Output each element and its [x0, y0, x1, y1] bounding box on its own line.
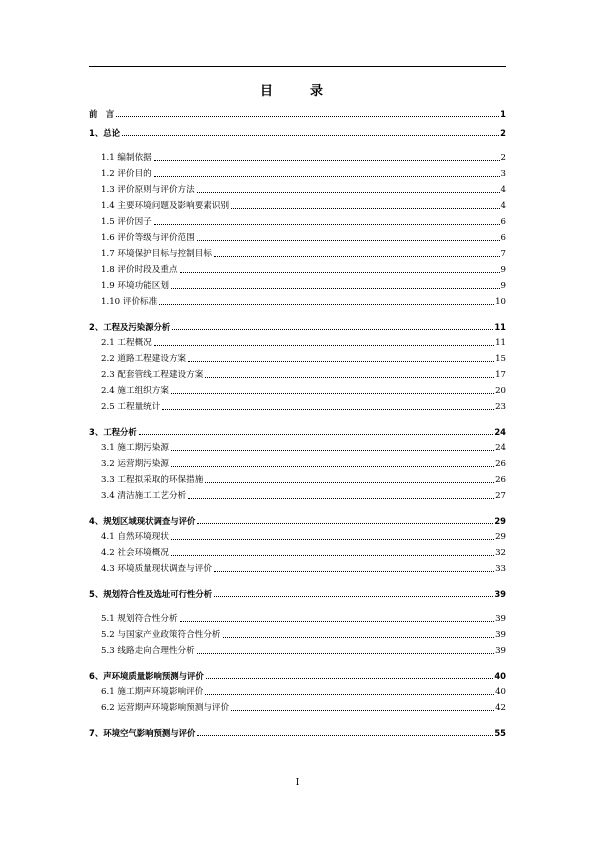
- toc-section-entry[interactable]: [89, 399, 506, 413]
- toc-entry-title: 1.6 评价等级与评价范围: [101, 233, 195, 243]
- toc-entry-page: 2: [500, 153, 506, 163]
- toc-entry-title: 6.2 运营期声环境影响预测与评价: [101, 703, 230, 713]
- toc-section-entry[interactable]: [89, 529, 506, 543]
- toc-entry-page: 9: [500, 281, 506, 291]
- toc-entry-title: 1.1 编制依据: [101, 153, 152, 163]
- toc-entry-page: 23: [495, 402, 506, 412]
- toc-section-entry[interactable]: [89, 214, 506, 228]
- toc-dot-leader: [171, 393, 494, 394]
- toc-entry-page: 26: [495, 475, 506, 485]
- toc-dot-leader: [231, 208, 499, 209]
- toc-entry-page: 33: [495, 564, 506, 574]
- toc-entry-page: 27: [495, 491, 506, 501]
- page-number: I: [295, 778, 300, 788]
- toc-entry-title: 3.3 工程拟采取的环保措施: [101, 475, 204, 485]
- toc-chapter-entry[interactable]: [89, 668, 506, 682]
- toc-section-entry[interactable]: [89, 561, 506, 575]
- toc-entry-page: 40: [495, 687, 506, 697]
- toc-dot-leader: [171, 555, 494, 556]
- toc-dot-leader: [197, 192, 500, 193]
- toc-chapter-entry[interactable]: [89, 319, 506, 333]
- toc-dot-leader: [214, 256, 500, 257]
- toc-entry-page: 4: [500, 201, 506, 211]
- toc-entry-title: 2.3 配套管线工程建设方案: [101, 370, 204, 380]
- toc-dot-leader: [116, 116, 499, 117]
- toc-entry-title: 1.10 评价标准: [101, 297, 158, 307]
- toc-dot-leader: [205, 694, 494, 695]
- toc-dot-leader: [171, 466, 494, 467]
- toc-entry-page: 4: [500, 185, 506, 195]
- toc-dot-leader: [188, 498, 494, 499]
- toc-dot-leader: [223, 637, 495, 638]
- toc-entry-title: 前 言: [89, 109, 115, 119]
- page-title: 目 录: [259, 84, 335, 99]
- toc-entry-page: 24: [494, 427, 506, 437]
- toc-section-entry[interactable]: [89, 627, 506, 641]
- toc-section-entry[interactable]: [89, 472, 506, 486]
- toc-entry-title: 3、工程分析: [89, 427, 137, 437]
- toc-entry-title: 1.7 环境保护目标与控制目标: [101, 249, 212, 259]
- toc-dot-leader: [171, 450, 494, 451]
- toc-entry-page: 42: [495, 703, 506, 713]
- toc-dot-leader: [197, 653, 494, 654]
- toc-entry-page: 26: [495, 459, 506, 469]
- toc-section-entry[interactable]: [89, 278, 506, 292]
- toc-section-entry[interactable]: [89, 440, 506, 454]
- toc-entry-title: 2.2 道路工程建设方案: [101, 354, 187, 364]
- toc-dot-leader: [171, 539, 494, 540]
- toc-dot-leader: [159, 304, 494, 305]
- toc-entry-title: 1.2 评价目的: [101, 169, 152, 179]
- toc-entry-title: 1.3 评价原则与评价方法: [101, 185, 195, 195]
- toc-entry-title: 5、规划符合性及选址可行性分析: [89, 589, 213, 599]
- toc-entry-title: 7、环境空气影响预测与评价: [89, 728, 196, 738]
- toc-section-entry[interactable]: [89, 182, 506, 196]
- toc-dot-leader: [205, 482, 494, 483]
- toc-entry-page: 29: [495, 532, 506, 542]
- toc-entry-page: 7: [500, 249, 506, 259]
- toc-chapter-entry[interactable]: [89, 513, 506, 527]
- toc-entry-page: 9: [500, 265, 506, 275]
- toc-entry-title: 1.8 评价时段及重点: [101, 265, 178, 275]
- toc-entry-page: 11: [495, 338, 506, 348]
- toc-entry-page: 39: [495, 614, 506, 624]
- toc-chapter-entry[interactable]: [89, 725, 506, 739]
- toc-section-entry[interactable]: [89, 611, 506, 625]
- toc-entry-title: 4.1 自然环境现状: [101, 532, 169, 542]
- toc-dot-leader: [172, 329, 493, 330]
- toc-entry-page: 15: [495, 354, 506, 364]
- toc-dot-leader: [171, 288, 500, 289]
- toc-dot-leader: [197, 523, 493, 524]
- toc-dot-leader: [154, 224, 500, 225]
- toc-entry-title: 6.1 施工期声环境影响评价: [101, 687, 204, 697]
- toc-chapter-entry[interactable]: [89, 125, 506, 139]
- toc-entry-page: 6: [500, 233, 506, 243]
- toc-dot-leader: [205, 377, 494, 378]
- toc-entry-title: 2、工程及污染源分析: [89, 322, 171, 332]
- toc-entry-page: 32: [495, 548, 506, 558]
- toc-section-entry[interactable]: [89, 643, 506, 657]
- toc-dot-leader: [206, 678, 494, 679]
- toc-entry-title: 1、总论: [89, 128, 120, 138]
- toc-section-entry[interactable]: [89, 294, 506, 308]
- toc-section-entry[interactable]: [89, 383, 506, 397]
- toc-entry-page: 2: [500, 128, 506, 138]
- toc-dot-leader: [197, 735, 493, 736]
- toc-entry-title: 5.1 规划符合性分析: [101, 614, 178, 624]
- toc-entry-title: 5.2 与国家产业政策符合性分析: [101, 630, 221, 640]
- toc-entry-page: 39: [494, 589, 506, 599]
- toc-section-entry[interactable]: [89, 367, 506, 381]
- toc-entry-title: 3.1 施工期污染源: [101, 443, 169, 453]
- toc-dot-leader: [122, 135, 499, 136]
- toc-section-entry[interactable]: [89, 150, 506, 164]
- toc-entry-page: 1: [500, 109, 506, 119]
- toc-entry-page: 39: [495, 646, 506, 656]
- toc-entry-page: 10: [495, 297, 506, 307]
- toc-entry-title: 2.1 工程概况: [101, 338, 152, 348]
- header-rule: [89, 66, 506, 67]
- toc-entry-title: 3.2 运营期污染源: [101, 459, 169, 469]
- toc-dot-leader: [231, 710, 494, 711]
- toc-entry-page: 24: [495, 443, 506, 453]
- toc-entry-title: 2.4 施工组织方案: [101, 386, 169, 396]
- toc-dot-leader: [214, 571, 494, 572]
- toc-section-entry[interactable]: [89, 488, 506, 502]
- toc-section-entry[interactable]: [89, 545, 506, 559]
- toc-entry-page: 11: [494, 322, 506, 332]
- toc-section-entry[interactable]: [89, 351, 506, 365]
- toc-entry-title: 6、声环境质量影响预测与评价: [89, 671, 204, 681]
- toc-dot-leader: [197, 240, 500, 241]
- toc-dot-leader: [180, 621, 495, 622]
- toc-dot-leader: [188, 361, 494, 362]
- toc-dot-leader: [154, 176, 500, 177]
- toc-dot-leader: [180, 272, 500, 273]
- toc-section-entry[interactable]: [89, 198, 506, 212]
- toc-entry-page: 40: [494, 671, 506, 681]
- toc-entry-title: 4、规划区域现状调查与评价: [89, 516, 196, 526]
- toc-entry-page: 39: [495, 630, 506, 640]
- toc-entry-title: 3.4 清洁施工工艺分析: [101, 491, 187, 501]
- toc-entry-page: 6: [500, 217, 506, 227]
- toc-section-entry[interactable]: [89, 166, 506, 180]
- toc-entry-page: 29: [494, 516, 506, 526]
- toc-chapter-entry[interactable]: [89, 106, 506, 120]
- toc-entry-page: 3: [500, 169, 506, 179]
- toc-entry-title: 5.3 线路走向合理性分析: [101, 646, 195, 656]
- toc-dot-leader: [214, 596, 493, 597]
- toc-section-entry[interactable]: [89, 335, 506, 349]
- toc-entry-title: 2.5 工程量统计: [101, 402, 161, 412]
- toc-entry-page: 20: [495, 386, 506, 396]
- toc-dot-leader: [154, 345, 494, 346]
- toc-section-entry[interactable]: [89, 456, 506, 470]
- toc-entry-title: 1.4 主要环境问题及影响要素识别: [101, 201, 230, 211]
- toc-entry-title: 1.5 评价因子: [101, 217, 152, 227]
- toc-entry-page: 55: [494, 728, 506, 738]
- toc-section-entry[interactable]: [89, 262, 506, 276]
- toc-dot-leader: [154, 160, 500, 161]
- toc-entry-title: 4.3 环境质量现状调查与评价: [101, 564, 212, 574]
- toc-section-entry[interactable]: [89, 684, 506, 698]
- toc-section-entry[interactable]: [89, 700, 506, 714]
- toc-dot-leader: [162, 409, 494, 410]
- toc-chapter-entry[interactable]: [89, 424, 506, 438]
- toc-entry-page: 17: [495, 370, 506, 380]
- toc-entry-title: 4.2 社会环境概况: [101, 548, 169, 558]
- toc-section-entry[interactable]: [89, 246, 506, 260]
- toc-entry-title: 1.9 环境功能区划: [101, 281, 169, 291]
- toc-dot-leader: [139, 434, 494, 435]
- toc-chapter-entry[interactable]: [89, 586, 506, 600]
- toc-section-entry[interactable]: [89, 230, 506, 244]
